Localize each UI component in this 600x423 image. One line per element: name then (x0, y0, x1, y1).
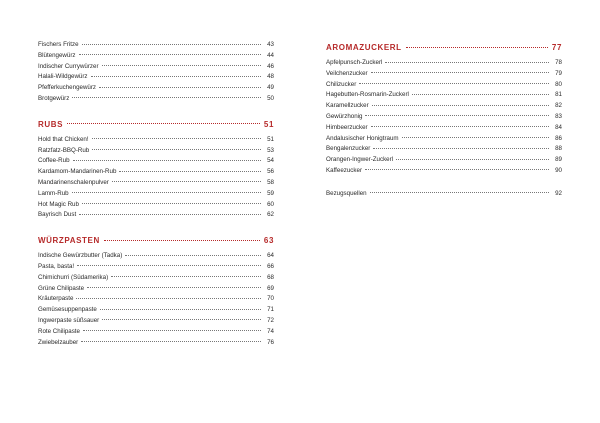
dot-leader (102, 65, 261, 66)
toc-entry[interactable] (38, 262, 274, 273)
dot-leader (82, 44, 261, 45)
toc-entry-title: Chilizucker (326, 80, 357, 88)
toc-entry-page: 81 (555, 91, 562, 99)
toc-entry-page: 46 (267, 62, 274, 70)
toc-entry-page: 88 (555, 145, 562, 153)
toc-entry-title: Mandarinenschalenpulver (38, 178, 109, 186)
toc-entry-title: Kardamom-Mandarinen-Rub (38, 168, 117, 176)
toc-section-aromazuckerl (326, 40, 562, 177)
toc-section (38, 40, 274, 105)
toc-entry-title: Pasta, basta! (38, 262, 75, 270)
toc-entry[interactable] (326, 155, 562, 166)
toc-entry[interactable] (326, 189, 562, 200)
dot-leader (77, 265, 261, 266)
toc-entry[interactable] (38, 135, 274, 146)
toc-entry[interactable] (326, 144, 562, 155)
toc-entry-title: Karamellzucker (326, 102, 369, 110)
dot-leader (100, 309, 261, 310)
toc-entry-page: 89 (555, 156, 562, 164)
toc-entry-page: 62 (267, 211, 274, 219)
toc-entry-title: Zwiebelzauber (38, 338, 79, 346)
toc-entry-page: 90 (555, 166, 562, 174)
toc-entry[interactable] (38, 294, 274, 305)
toc-entry-page: 82 (555, 102, 562, 110)
section-heading-page: 51 (263, 119, 274, 129)
toc-entry-title: Veilchenzucker (326, 69, 368, 77)
toc-entry-page: 54 (267, 157, 274, 165)
toc-entry[interactable] (38, 251, 274, 262)
dot-leader (365, 169, 549, 170)
section-heading-title: AROMAZUCKERL (326, 43, 402, 52)
toc-entry-title: Blütengewürz (38, 51, 76, 59)
toc-entry-page: 74 (267, 327, 274, 335)
toc-entry-title: Ingwerpaste süßsauer (38, 316, 100, 324)
toc-entry[interactable] (38, 94, 274, 105)
toc-section-rubs (38, 117, 274, 221)
toc-entry-page: 43 (267, 41, 274, 48)
section-heading-title: WÜRZPASTEN (38, 236, 100, 246)
toc-entry-title: Orangen-Ingwer-Zuckerl (326, 156, 394, 164)
toc-entry-title: Hot Magic Rub (38, 200, 79, 208)
toc-entry-title: Bezugsquellen (326, 189, 367, 197)
toc-column-left (38, 40, 274, 360)
dot-leader (412, 94, 549, 95)
toc-entry-title: Lamm-Rub (38, 189, 69, 197)
dot-leader (371, 126, 549, 127)
toc-entry[interactable] (326, 58, 562, 69)
dot-leader (91, 76, 261, 77)
toc-entry-page: 71 (267, 306, 274, 314)
toc-entry[interactable] (326, 112, 562, 123)
toc-entry[interactable] (38, 338, 274, 349)
dot-leader (385, 62, 549, 63)
toc-entry[interactable] (326, 134, 562, 145)
dot-leader (83, 330, 261, 331)
toc-entry[interactable] (38, 51, 274, 62)
dot-leader (371, 72, 549, 73)
toc-entry[interactable] (38, 327, 274, 338)
dot-leader (67, 123, 260, 124)
dot-leader (406, 47, 548, 48)
dot-leader (372, 105, 549, 106)
toc-section-wurzpasten (38, 233, 274, 348)
toc-entry[interactable] (326, 90, 562, 101)
toc-entry[interactable] (38, 62, 274, 73)
toc-entry-page: 86 (555, 134, 562, 142)
toc-entry-page: 80 (555, 80, 562, 88)
toc-entry-page: 84 (555, 123, 562, 131)
dot-leader (81, 341, 261, 342)
toc-entry-title: Halali-Wildgewürz (38, 73, 88, 81)
toc-entry-title: Fischers Fritze (38, 41, 79, 48)
section-heading-title: RUBS (38, 119, 64, 129)
toc-entry-page: 92 (555, 189, 562, 197)
toc-column-right (326, 40, 562, 212)
toc-entry[interactable] (38, 40, 274, 51)
section-heading-rubs[interactable] (38, 117, 274, 133)
toc-entry[interactable] (38, 189, 274, 200)
toc-entry[interactable] (326, 101, 562, 112)
dot-leader (402, 137, 549, 138)
toc-entry-title: Indischer Currywürzer (38, 62, 99, 70)
toc-entry[interactable] (38, 305, 274, 316)
toc-entry-title: Rote Chilipaste (38, 327, 80, 335)
toc-entry[interactable] (38, 72, 274, 83)
dot-leader (72, 192, 261, 193)
toc-entry-page: 49 (267, 84, 274, 92)
toc-entry-title: Hold that Chicken! (38, 135, 89, 143)
toc-entry-page: 76 (267, 338, 274, 346)
toc-entry[interactable] (38, 210, 274, 221)
toc-entry[interactable] (38, 273, 274, 284)
dot-leader (104, 240, 260, 241)
toc-entry[interactable] (326, 166, 562, 177)
toc-entry-page: 66 (267, 262, 274, 270)
dot-leader (112, 181, 261, 182)
toc-entry[interactable] (38, 146, 274, 157)
toc-entry[interactable] (38, 156, 274, 167)
toc-entry-page: 69 (267, 284, 274, 292)
toc-entry-title: Coffee-Rub (38, 157, 70, 165)
toc-entry[interactable] (38, 167, 274, 178)
toc-entry[interactable] (38, 200, 274, 211)
dot-leader (79, 214, 261, 215)
toc-entry-page: 59 (267, 189, 274, 197)
toc-section (326, 189, 562, 200)
dot-leader (76, 298, 261, 299)
dot-leader (92, 138, 261, 139)
dot-leader (370, 192, 549, 193)
dot-leader (73, 160, 261, 161)
toc-entry-page: 50 (267, 94, 274, 102)
toc-entry-title: Ratzfatz-BBQ-Rub (38, 146, 90, 154)
toc-entry-title: Andalusischer Honigtraum (326, 134, 399, 142)
dot-leader (79, 54, 262, 55)
toc-entry-title: Hagebutten-Rosmarin-Zuckerl (326, 91, 409, 99)
toc-entry-title: Kaffeezucker (326, 166, 363, 174)
toc-entry-title: Bayrisch Dust (38, 211, 77, 219)
toc-entry[interactable] (326, 80, 562, 91)
toc-entry-title: Chimichurri (Südamerika) (38, 273, 109, 281)
toc-entry[interactable] (38, 284, 274, 295)
dot-leader (82, 203, 261, 204)
toc-entry-page: 56 (267, 168, 274, 176)
toc-entry-page: 53 (267, 146, 274, 154)
dot-leader (102, 319, 261, 320)
toc-entry-title: Gewürzhonig (326, 112, 363, 120)
toc-entry-title: Apfelpunsch-Zuckerl (326, 59, 383, 66)
toc-entry-title: Grüne Chilipaste (38, 284, 85, 292)
section-heading-page: 63 (263, 236, 274, 246)
toc-entry-page: 58 (267, 178, 274, 186)
section-heading-aromazuckerl[interactable] (326, 40, 562, 56)
dot-leader (125, 255, 261, 256)
toc-entry-page: 72 (267, 316, 274, 324)
toc-entry-page: 68 (267, 273, 274, 281)
toc-entry-title: Indische Gewürzbutter (Tadka) (38, 252, 123, 260)
section-heading-page: 77 (551, 43, 562, 52)
dot-leader (119, 171, 261, 172)
toc-entry-title: Bengalenzucker (326, 145, 371, 153)
toc-entry[interactable] (326, 69, 562, 80)
toc-entry-page: 70 (267, 295, 274, 303)
toc-entry-page: 48 (267, 73, 274, 81)
dot-leader (365, 115, 549, 116)
toc-entry[interactable] (38, 178, 274, 189)
dot-leader (373, 148, 549, 149)
toc-entry-page: 78 (555, 59, 562, 66)
toc-entry-title: Brotgewürz (38, 94, 70, 102)
toc-entry-title: Gemüsesuppenpaste (38, 306, 97, 314)
dot-leader (359, 83, 549, 84)
dot-leader (111, 276, 261, 277)
toc-entry-title: Pfefferkuchengewürz (38, 84, 97, 92)
dot-leader (396, 159, 549, 160)
section-heading-wurzpasten[interactable] (38, 233, 274, 249)
toc-entry[interactable] (38, 316, 274, 327)
toc-entry[interactable] (326, 123, 562, 134)
toc-entry[interactable] (38, 83, 274, 94)
toc-entry-page: 79 (555, 69, 562, 77)
toc-entry-title: Kräuterpaste (38, 295, 74, 303)
toc-entry-page: 83 (555, 112, 562, 120)
toc-entry-page: 64 (267, 252, 274, 260)
toc-entry-page: 60 (267, 200, 274, 208)
dot-leader (72, 97, 261, 98)
dot-leader (87, 287, 261, 288)
toc-entry-title: Himbeerzucker (326, 123, 368, 131)
toc-entry-page: 51 (267, 135, 274, 143)
toc-entry-page: 44 (267, 51, 274, 59)
dot-leader (99, 87, 261, 88)
dot-leader (92, 149, 261, 150)
